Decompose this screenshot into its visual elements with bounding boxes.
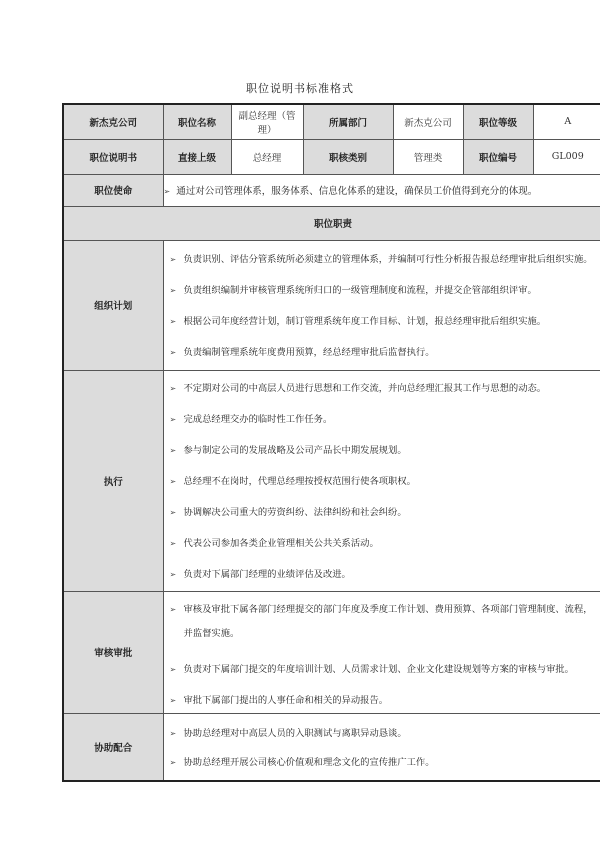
duty-item: ➢ 负责组织编制并审核管理系统所归口的一级管理制度和流程，并提交企管部组织评审。 xyxy=(169,285,537,296)
direct-superior-value: 总经理 xyxy=(231,139,303,174)
arrow-bullet-icon: ➢ xyxy=(169,508,177,517)
duties-title: 职位职责 xyxy=(63,206,600,240)
position-code-value: GL009 xyxy=(533,139,600,174)
company-name: 新杰克公司 xyxy=(63,104,163,139)
arrow-bullet-icon: ➢ xyxy=(169,605,177,614)
document-type: 职位说明书 xyxy=(63,139,163,174)
arrow-bullet-icon: ➢ xyxy=(169,570,177,579)
arrow-bullet-icon: ➢ xyxy=(169,255,177,264)
section-items-execution xyxy=(163,370,600,591)
section-label-execution: 执行 xyxy=(63,370,163,591)
position-name-label: 职位名称 xyxy=(163,104,231,139)
job-category-label: 职核类别 xyxy=(303,139,393,174)
section-label-review: 审核审批 xyxy=(63,591,163,713)
position-name-value: 副总经理（管理） xyxy=(231,104,303,139)
arrow-bullet-icon: ➢ xyxy=(169,348,177,357)
position-code-label: 职位编号 xyxy=(463,139,533,174)
arrow-bullet-icon: ➢ xyxy=(169,696,177,705)
duty-item: ➢ 审批下属部门提出的人事任命和相关的异动报告。 xyxy=(169,695,389,706)
duty-item: ➢ 负责对下属部门提交的年度培训计划、人员需求计划、企业文化建设规划等方案的审核与审批。 xyxy=(169,664,574,675)
arrow-bullet-icon: ➢ xyxy=(169,665,177,674)
job-description-table xyxy=(62,103,600,782)
mission-text-cell xyxy=(163,174,600,206)
duty-item: ➢ 负责对下属部门经理的业绩评估及改进。 xyxy=(169,569,351,580)
section-items-assist xyxy=(163,713,600,781)
section-items-review xyxy=(163,591,600,713)
duty-item: ➢ 总经理不在岗时，代理总经理按授权范围行使各项职权。 xyxy=(169,476,416,487)
arrow-bullet-icon: ➢ xyxy=(169,757,177,767)
duty-item: ➢ 协助总经理开展公司核心价值观和理念文化的宣传推广工作。 xyxy=(169,756,435,768)
arrow-bullet-icon: ➢ xyxy=(169,477,177,486)
department-label: 所属部门 xyxy=(303,104,393,139)
duty-item: ➢ 代表公司参加各类企业管理相关公共关系活动。 xyxy=(169,538,379,549)
arrow-bullet-icon: ➢ xyxy=(169,317,177,326)
position-level-label: 职位等级 xyxy=(463,104,533,139)
arrow-bullet-icon: ➢ xyxy=(169,415,177,424)
duty-item: ➢ 参与制定公司的发展战略及公司产品长中期发展规划。 xyxy=(169,445,407,456)
arrow-bullet-icon: ➢ xyxy=(169,728,177,738)
mission-text: 通过对公司管理体系，服务体系、信息化体系的建设，确保员工价值得到充分的体现。 xyxy=(176,186,538,197)
duty-item: ➢ 负责识别、评估分管系统所必须建立的管理体系，并编制可行性分析报告报总经理审批后组织实施。 xyxy=(169,254,593,265)
position-level-value: A xyxy=(533,104,600,139)
arrow-bullet-icon: ➢ xyxy=(169,539,177,548)
duty-item: ➢ 协助总经理对中高层人员的入职测试与离职异动恳谈。 xyxy=(169,727,407,739)
document-title: 职位说明书标准格式 xyxy=(246,82,354,95)
mission-label: 职位使命 xyxy=(63,174,163,206)
section-label-assist: 协助配合 xyxy=(63,713,163,781)
arrow-bullet-icon: ➢ xyxy=(163,187,171,196)
arrow-bullet-icon: ➢ xyxy=(169,384,177,393)
duty-item: ➢ 负责编制管理系统年度费用预算，经总经理审批后监督执行。 xyxy=(169,347,435,358)
direct-superior-label: 直接上级 xyxy=(163,139,231,174)
arrow-bullet-icon: ➢ xyxy=(169,446,177,455)
duty-item: ➢ 不定期对公司的中高层人员进行思想和工作交流，并向总经理汇报其工作与思想的动态。 xyxy=(169,383,547,394)
section-label-planning: 组织计划 xyxy=(63,240,163,370)
department-value: 新杰克公司 xyxy=(393,104,463,139)
duty-item: ➢ 完成总经理交办的临时性工作任务。 xyxy=(169,414,333,425)
arrow-bullet-icon: ➢ xyxy=(169,286,177,295)
duty-item: ➢ 协调解决公司重大的劳资纠纷、法律纠纷和社会纠纷。 xyxy=(169,507,407,518)
duty-item: ➢ 根据公司年度经营计划，制订管理系统年度工作目标、计划，报总经理审批后组织实施。 xyxy=(169,316,547,327)
job-category-value: 管理类 xyxy=(393,139,463,174)
section-items-planning xyxy=(163,240,600,370)
duty-item: ➢ 审核及审批下属各部门经理提交的部门年度及季度工作计划、费用预算、各项部门管理制度、流程，并监督实施。 xyxy=(170,598,599,646)
